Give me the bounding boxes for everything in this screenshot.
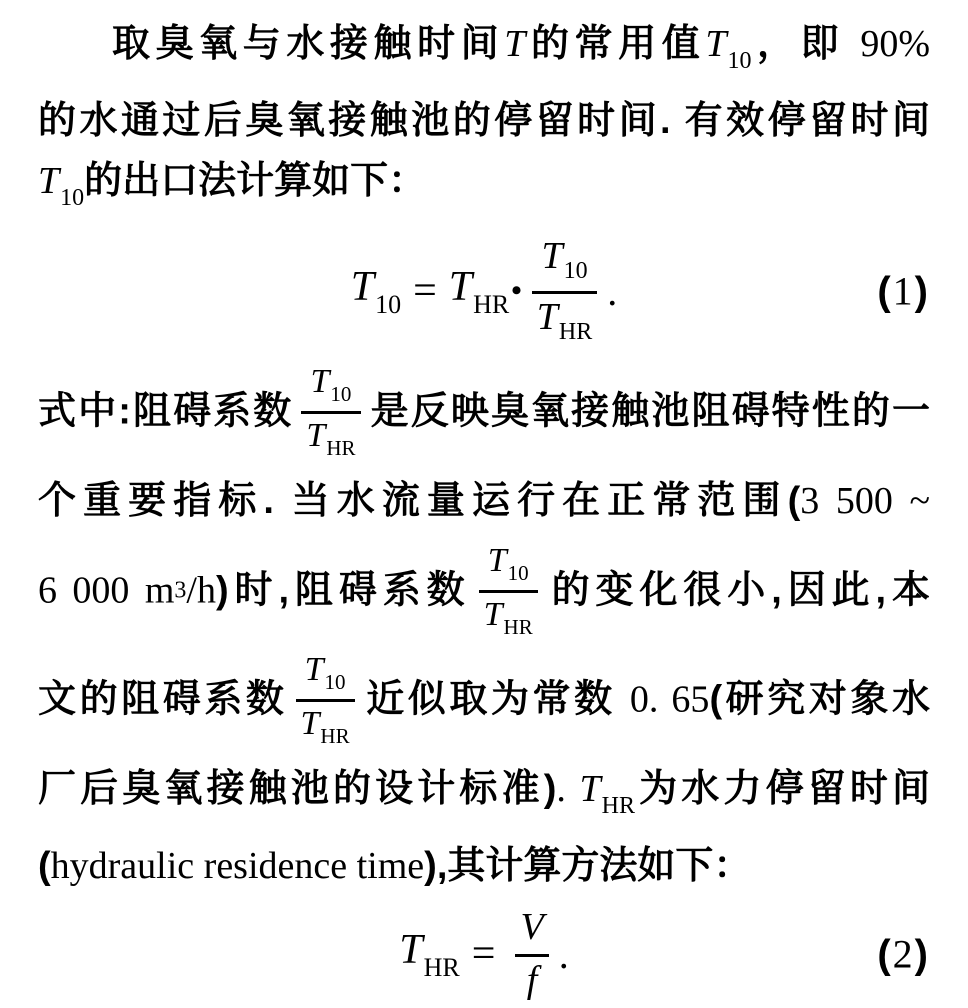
math-var-T10: $T_{10}$ — [705, 23, 752, 74]
math-var-THR: $T_{HR}$ — [579, 768, 636, 820]
fraction-denominator: $T_{HR}$ — [306, 417, 356, 461]
equation-2 — [38, 900, 930, 1008]
fraction-denominator: f — [526, 958, 538, 1001]
text-line-9 — [38, 836, 930, 896]
cjk-segment: 个重要指标. 当水流量运行在正常范围( — [38, 480, 801, 523]
text-line-1 — [38, 14, 930, 91]
cjk-segment: 是反映臭氧接触池阻碍特性的一 — [368, 390, 930, 433]
equals-sign: = — [471, 931, 496, 978]
cjk-segment: )时,阻碍系数 — [215, 569, 471, 612]
cjk-segment: 取臭氧与水接触时间 — [112, 23, 505, 65]
text-line-4 — [38, 362, 930, 461]
fraction-t10-over-thr — [479, 541, 538, 640]
text-line-8 — [38, 759, 930, 836]
fraction-t10-over-thr — [296, 650, 355, 749]
cjk-segment: ( — [38, 845, 51, 888]
fraction-numerator: $T_{10}$ — [487, 542, 529, 586]
fraction-numerator: $T_{10}$ — [304, 651, 346, 695]
text-line-2 — [38, 91, 930, 151]
text-line-6 — [38, 541, 930, 640]
equation-period: . — [558, 931, 569, 977]
unit-per-hour: /h — [186, 569, 216, 612]
math-var-T10: $T_{10}$ — [350, 263, 402, 319]
equation-1-number: (1) — [877, 268, 928, 314]
text-line-5 — [38, 471, 930, 531]
cjk-segment: 的水通过后臭氧接触池的停留时间. 有效停留时间 — [38, 100, 930, 142]
cjk-segment: ，即 — [751, 23, 861, 65]
text-line-3 — [38, 151, 930, 228]
math-var-THR: $T_{HR}$ — [448, 263, 510, 319]
number-065: 0. 65 — [629, 678, 710, 721]
number-range-start: 3 500 ~ — [800, 480, 930, 523]
cjk-segment: ) — [424, 845, 437, 888]
math-var-T10: $T_{10}$ — [38, 160, 85, 211]
number-range-end: 6 000 m — [38, 569, 175, 612]
fraction-denominator: $T_{HR}$ — [536, 295, 593, 345]
cjk-segment: 的变化很小,因此,本 — [545, 569, 931, 612]
math-var-THR: $T_{HR}$ — [399, 926, 460, 982]
math-var-T: T — [504, 23, 526, 65]
number-90pct: 90% — [860, 23, 930, 65]
fraction-numerator: V — [520, 905, 544, 948]
fraction-t10-over-thr — [532, 235, 597, 346]
equation-period: . — [607, 268, 618, 314]
cjk-segment: 厂后臭氧接触池的设计标准) — [38, 768, 557, 811]
english-term: hydraulic residence time — [50, 845, 425, 888]
fraction-t10-over-thr — [301, 362, 360, 461]
fraction-denominator: $T_{HR}$ — [483, 596, 533, 640]
cjk-segment: 的常用值 — [525, 23, 706, 65]
cjk-segment: (研究对象水 — [709, 678, 931, 721]
fraction-v-over-f — [515, 906, 548, 1003]
equation-1 — [38, 230, 930, 352]
cjk-segment: 文的阻碍系数 — [38, 678, 288, 721]
cjk-segment: 式中:阻碍系数 — [38, 390, 294, 433]
text-line-7 — [38, 650, 930, 749]
equals-sign: = — [413, 268, 437, 314]
fraction-numerator: $T_{10}$ — [541, 235, 588, 285]
fraction-denominator: $T_{HR}$ — [300, 705, 350, 749]
multiplication-dot: • — [511, 274, 522, 307]
cjk-segment: ,其计算方法如下： — [436, 845, 752, 888]
cjk-segment: 为水力停留时间 — [635, 768, 931, 811]
equation-2-number: (2) — [877, 931, 928, 977]
superscript-3: 3 — [174, 577, 187, 604]
cjk-segment: 的出口法计算如下： — [84, 160, 427, 202]
cjk-segment: 近似取为常数 — [362, 678, 630, 721]
fraction-numerator: $T_{10}$ — [310, 363, 352, 406]
period-segment: . — [556, 768, 580, 811]
